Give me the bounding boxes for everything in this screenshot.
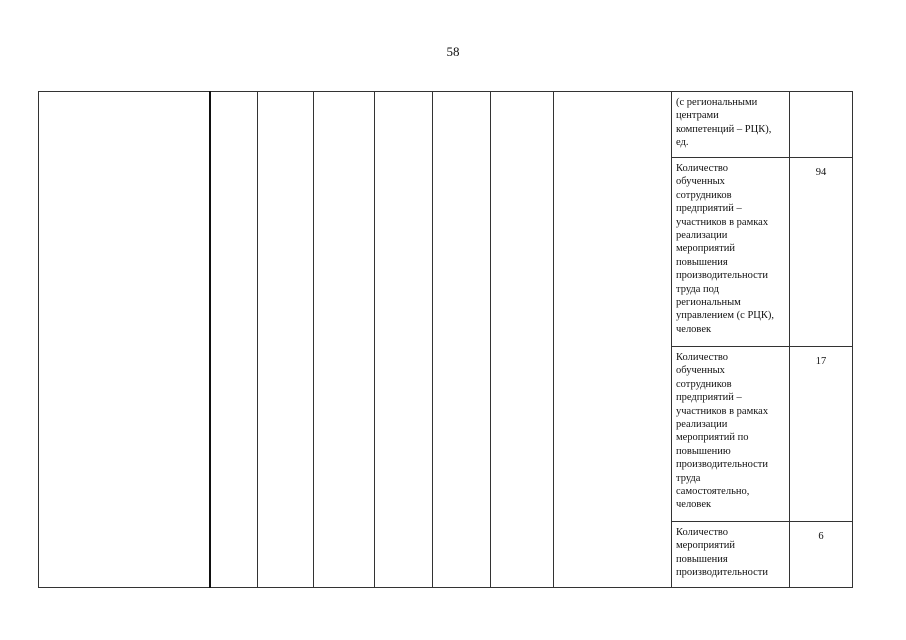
indicator-description: Количество обученных сотрудников предприятий – участников в рамках реализации мероприятий повышения производительности труда под региональным управлением (с РЦК), человек [672,158,790,347]
empty-cell [554,92,672,588]
empty-cell [433,92,491,588]
indicator-description: Количество мероприятий повышения производительности [672,522,790,588]
indicator-table [38,91,853,588]
page-number: 58 [446,44,460,59]
indicator-value [790,92,853,158]
indicator-value: 6 [790,522,853,588]
empty-cell [210,92,258,588]
empty-cell [314,92,375,588]
table-row [39,92,853,158]
empty-cell [258,92,314,588]
empty-cell [39,92,210,588]
empty-cell [375,92,433,588]
indicator-description: Количество обученных сотрудников предприятий – участников в рамках реализации мероприятий по повышению производительности труда самостоятельно, человек [672,347,790,522]
indicator-value: 17 [790,347,853,522]
empty-cell [491,92,554,588]
indicator-value: 94 [790,158,853,347]
indicator-description: (с региональными центрами компетенций – РЦК), ед. [672,92,790,158]
